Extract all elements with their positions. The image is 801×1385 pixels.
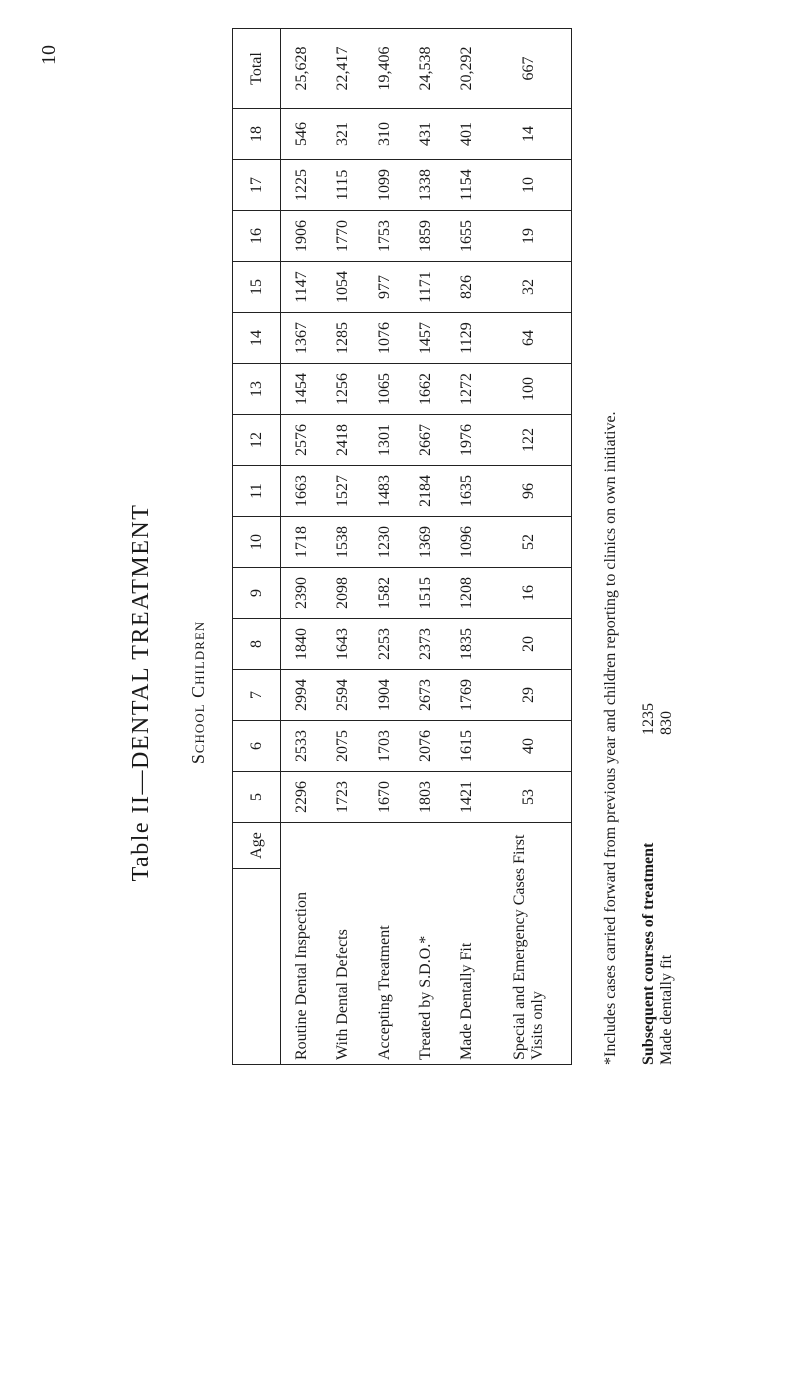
table-cell: 1099 bbox=[364, 160, 405, 211]
table-cell: 1906 bbox=[281, 211, 323, 262]
table-cell: 10 bbox=[488, 160, 572, 211]
table-cell: 1171 bbox=[405, 262, 446, 313]
table-row bbox=[447, 29, 488, 1065]
table-cell: 64 bbox=[488, 313, 572, 364]
column-header: 10 bbox=[233, 517, 281, 568]
table-cell: 1225 bbox=[281, 160, 323, 211]
row-label: Routine Dental Inspection bbox=[281, 823, 323, 1065]
column-header: 14 bbox=[233, 313, 281, 364]
column-header: 13 bbox=[233, 364, 281, 415]
table-cell: 1662 bbox=[405, 364, 446, 415]
table-cell: 1770 bbox=[323, 211, 364, 262]
table-cell: 1065 bbox=[364, 364, 405, 415]
row-label: Treated by S.D.O.* bbox=[405, 823, 446, 1065]
table-cell: 1643 bbox=[323, 619, 364, 670]
table-cell: 1454 bbox=[281, 364, 323, 415]
table-cell: 1803 bbox=[405, 772, 446, 823]
table-cell: 2296 bbox=[281, 772, 323, 823]
table-subtitle: School Children bbox=[188, 620, 208, 765]
table-cell: 321 bbox=[323, 109, 364, 160]
table-cell: 25,628 bbox=[281, 29, 323, 109]
table-cell: 16 bbox=[488, 568, 572, 619]
table-cell: 24,538 bbox=[405, 29, 446, 109]
table-cell: 667 bbox=[488, 29, 572, 109]
table-row bbox=[281, 29, 323, 1065]
table-cell: 1753 bbox=[364, 211, 405, 262]
table-cell: 1285 bbox=[323, 313, 364, 364]
dentally-fit-value: 830 bbox=[658, 711, 675, 735]
table-cell: 1582 bbox=[364, 568, 405, 619]
column-header: 15 bbox=[233, 262, 281, 313]
table-cell: 1256 bbox=[323, 364, 364, 415]
table-title: Table II—DENTAL TREATMENT bbox=[128, 503, 154, 882]
table-cell: 1367 bbox=[281, 313, 323, 364]
column-header: 18 bbox=[233, 109, 281, 160]
subsequent-value: 1235 bbox=[640, 703, 657, 735]
table-cell: 1076 bbox=[364, 313, 405, 364]
table-cell: 1655 bbox=[447, 211, 488, 262]
table-cell: 40 bbox=[488, 721, 572, 772]
table-cell: 1723 bbox=[323, 772, 364, 823]
column-header: 8 bbox=[233, 619, 281, 670]
table-cell: 29 bbox=[488, 670, 572, 721]
table-cell: 53 bbox=[488, 772, 572, 823]
page-number: 10 bbox=[38, 45, 60, 65]
table-cell: 14 bbox=[488, 109, 572, 160]
table-cell: 1670 bbox=[364, 772, 405, 823]
table-cell: 1272 bbox=[447, 364, 488, 415]
row-label: Made Dentally Fit bbox=[447, 823, 488, 1065]
age-label: Age bbox=[233, 823, 281, 869]
table-row bbox=[488, 29, 572, 1065]
table-cell: 2994 bbox=[281, 670, 323, 721]
table-cell: 2673 bbox=[405, 670, 446, 721]
table-cell: 32 bbox=[488, 262, 572, 313]
table-cell: 2253 bbox=[364, 619, 405, 670]
table-cell: 2076 bbox=[405, 721, 446, 772]
table-cell: 1515 bbox=[405, 568, 446, 619]
table-cell: 2418 bbox=[323, 415, 364, 466]
table-cell: 52 bbox=[488, 517, 572, 568]
table-cell: 310 bbox=[364, 109, 405, 160]
table-row bbox=[323, 29, 364, 1065]
table-cell: 1129 bbox=[447, 313, 488, 364]
table-cell: 1635 bbox=[447, 466, 488, 517]
table-cell: 1718 bbox=[281, 517, 323, 568]
table-cell: 1115 bbox=[323, 160, 364, 211]
table-row bbox=[364, 29, 405, 1065]
table-cell: 546 bbox=[281, 109, 323, 160]
header-row bbox=[233, 29, 281, 1065]
table-cell: 2373 bbox=[405, 619, 446, 670]
table-cell: 977 bbox=[364, 262, 405, 313]
table-cell: 1527 bbox=[323, 466, 364, 517]
row-label: Accepting Treatment bbox=[364, 823, 405, 1065]
table-cell: 1154 bbox=[447, 160, 488, 211]
table-cell: 1301 bbox=[364, 415, 405, 466]
table-row bbox=[405, 29, 446, 1065]
table-cell: 100 bbox=[488, 364, 572, 415]
table-cell: 22,417 bbox=[323, 29, 364, 109]
table-cell: 1147 bbox=[281, 262, 323, 313]
table-cell: 1483 bbox=[364, 466, 405, 517]
table-cell: 1369 bbox=[405, 517, 446, 568]
column-header: 16 bbox=[233, 211, 281, 262]
table-cell: 1096 bbox=[447, 517, 488, 568]
header-blank bbox=[233, 869, 281, 1065]
dentally-fit-label: Made dentally fit bbox=[658, 954, 675, 1065]
column-header: 11 bbox=[233, 466, 281, 517]
column-header: 12 bbox=[233, 415, 281, 466]
table-cell: 1208 bbox=[447, 568, 488, 619]
dental-treatment-table bbox=[232, 28, 572, 1065]
table-cell: 1835 bbox=[447, 619, 488, 670]
table-cell: 1538 bbox=[323, 517, 364, 568]
table-cell: 1703 bbox=[364, 721, 405, 772]
table-cell: 1976 bbox=[447, 415, 488, 466]
column-header: 9 bbox=[233, 568, 281, 619]
table-cell: 1421 bbox=[447, 772, 488, 823]
footnote: *Includes cases carried forward from previous year and children reporting to clinics on own initiative. bbox=[602, 411, 619, 1065]
table-cell: 1769 bbox=[447, 670, 488, 721]
table-cell: 20 bbox=[488, 619, 572, 670]
table-cell: 2594 bbox=[323, 670, 364, 721]
subsequent-label: Subsequent courses of treatment bbox=[640, 842, 657, 1065]
table-cell: 431 bbox=[405, 109, 446, 160]
table-cell: 1904 bbox=[364, 670, 405, 721]
table-cell: 1230 bbox=[364, 517, 405, 568]
column-header: 17 bbox=[233, 160, 281, 211]
table-cell: 19 bbox=[488, 211, 572, 262]
table-cell: 20,292 bbox=[447, 29, 488, 109]
column-header: Total bbox=[233, 29, 281, 109]
table-cell: 1054 bbox=[323, 262, 364, 313]
subsequent-block bbox=[640, 703, 676, 1065]
table-cell: 1840 bbox=[281, 619, 323, 670]
table-cell: 2075 bbox=[323, 721, 364, 772]
table-cell: 401 bbox=[447, 109, 488, 160]
table-cell: 1663 bbox=[281, 466, 323, 517]
table-cell: 1338 bbox=[405, 160, 446, 211]
table-cell: 2390 bbox=[281, 568, 323, 619]
table-cell: 2184 bbox=[405, 466, 446, 517]
column-header: 5 bbox=[233, 772, 281, 823]
row-label: Special and Emergency Cases First Visits only bbox=[488, 823, 572, 1065]
table-cell: 2667 bbox=[405, 415, 446, 466]
table-cell: 826 bbox=[447, 262, 488, 313]
table-cell: 1615 bbox=[447, 721, 488, 772]
row-label: With Dental Defects bbox=[323, 823, 364, 1065]
table-cell: 122 bbox=[488, 415, 572, 466]
column-header: 7 bbox=[233, 670, 281, 721]
table-cell: 96 bbox=[488, 466, 572, 517]
column-header: 6 bbox=[233, 721, 281, 772]
table-cell: 19,406 bbox=[364, 29, 405, 109]
table-cell: 1859 bbox=[405, 211, 446, 262]
table-cell: 1457 bbox=[405, 313, 446, 364]
table-cell: 2098 bbox=[323, 568, 364, 619]
table-cell: 2533 bbox=[281, 721, 323, 772]
table-cell: 2576 bbox=[281, 415, 323, 466]
